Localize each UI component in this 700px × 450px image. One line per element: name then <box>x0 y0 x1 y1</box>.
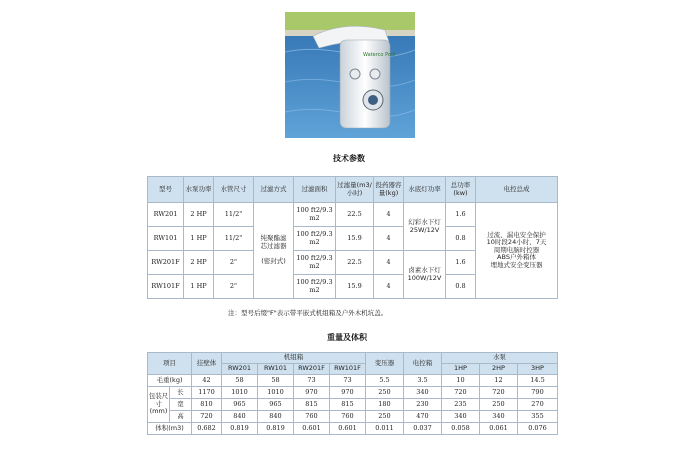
header-filter-flow: 过滤量(m3/小时) <box>336 177 374 203</box>
cell-value: 180 <box>366 399 404 411</box>
product-photo <box>285 12 415 138</box>
light-b-line: 100W/12V <box>407 273 442 282</box>
cell-value: 1010 <box>222 387 258 399</box>
cell-value: 0.058 <box>442 423 480 435</box>
cell-value: 250 <box>366 387 404 399</box>
header-pump-power: 水泵功率 <box>184 177 214 203</box>
cell-flow: 22.5 <box>336 251 374 275</box>
cell-value: 0.819 <box>258 423 294 435</box>
row-label-length: 长 <box>170 387 192 399</box>
cell-model: RW101F <box>148 275 184 299</box>
cell-value: 965 <box>222 399 258 411</box>
cell-value: 3.5 <box>404 375 442 387</box>
header-pump-model: 3HP <box>518 364 558 375</box>
cell-value: 0.819 <box>222 423 258 435</box>
cell-value: 1010 <box>258 387 294 399</box>
cell-value: 250 <box>480 399 518 411</box>
cell-value: 10 <box>442 375 480 387</box>
cell-doser: 4 <box>374 227 404 251</box>
cell-value: 470 <box>404 411 442 423</box>
cell-model: RW201F <box>148 251 184 275</box>
cell-value: 720 <box>192 411 222 423</box>
cell-doser: 4 <box>374 251 404 275</box>
header-pump-model: 2HP <box>480 364 518 375</box>
cell-pipe: 2" <box>214 251 254 275</box>
row-label-package-size: 包装尺寸(mm) <box>148 387 170 423</box>
cell-pump: 2 HP <box>184 203 214 227</box>
cell-value: 760 <box>330 411 366 423</box>
header-doser-capacity: 投药器容量(kg) <box>374 177 404 203</box>
cell-total-power: 0.8 <box>446 275 476 299</box>
cell-value: 790 <box>518 387 558 399</box>
cell-value: 250 <box>366 411 404 423</box>
cell-total-power: 1.6 <box>446 251 476 275</box>
row-label-gross-weight: 毛重(kg) <box>148 375 192 387</box>
control-line: 过流、漏电安全保护 <box>487 230 546 239</box>
header-wall-unit: 挂壁体 <box>192 353 222 375</box>
header-light-power: 水底灯功率 <box>404 177 446 203</box>
cell-value: 1170 <box>192 387 222 399</box>
header-model: 型号 <box>148 177 184 203</box>
header-filter-method: 过滤方式 <box>254 177 294 203</box>
cell-value: 73 <box>330 375 366 387</box>
cell-value: 0.037 <box>404 423 442 435</box>
header-control: 电控总成 <box>476 177 558 203</box>
pool-skimmer-image <box>285 12 415 138</box>
cell-value: 270 <box>518 399 558 411</box>
filter-method-line: 芯过滤器 <box>260 241 287 250</box>
table-row <box>148 411 558 423</box>
cell-value: 815 <box>294 399 330 411</box>
cell-value: 840 <box>258 411 294 423</box>
cell-value: 970 <box>330 387 366 399</box>
row-label-volume: 体积(m3) <box>148 423 192 435</box>
cell-value: 720 <box>442 387 480 399</box>
cell-value: 720 <box>480 387 518 399</box>
cell-model: RW101 <box>148 227 184 251</box>
spec-title: 技术参数 <box>333 154 365 163</box>
cell-value: 965 <box>258 399 294 411</box>
header-total-power: 总功率(kw) <box>446 177 476 203</box>
cell-value: 58 <box>258 375 294 387</box>
light-a-line: 幻彩水下灯 <box>408 218 441 226</box>
cell-area: 100 ft2/9.3 m2 <box>294 251 336 275</box>
weight-title: 重量及体积 <box>327 333 367 342</box>
header-pipe-size: 水管尺寸 <box>214 177 254 203</box>
cell-value: 0.011 <box>366 423 404 435</box>
cell-pump: 1 HP <box>184 275 214 299</box>
table-row <box>148 203 558 227</box>
filter-method-line: (密封式) <box>261 257 286 266</box>
cell-pipe: 2" <box>214 275 254 299</box>
table-row <box>148 387 558 399</box>
cell-pipe: 11/2" <box>214 203 254 227</box>
filter-method-line: 纯聚酯滤 <box>260 234 287 243</box>
cell-doser: 4 <box>374 203 404 227</box>
control-line: 10时段24小时、7天 <box>486 238 547 247</box>
weight-table <box>147 352 558 435</box>
control-line: 周期电脑时控器 <box>493 245 540 254</box>
cell-flow: 22.5 <box>336 203 374 227</box>
cell-light-a <box>404 203 446 251</box>
header-pump-model: 1HP <box>442 364 480 375</box>
cell-flow: 15.9 <box>336 275 374 299</box>
row-label-width: 宽 <box>170 399 192 411</box>
header-unit-box: 机组箱 <box>222 353 366 364</box>
model-note: 注：型号后缀"F"表示带平嵌式机组箱及户外木机坑盖。 <box>228 309 388 317</box>
control-line: 埋地式安全变压器 <box>490 260 543 269</box>
spec-table <box>147 176 558 299</box>
cell-value: 42 <box>192 375 222 387</box>
table-row <box>148 423 558 435</box>
cell-total-power: 0.8 <box>446 227 476 251</box>
cell-value: 355 <box>518 411 558 423</box>
cell-value: 58 <box>222 375 258 387</box>
header-control-box: 电控箱 <box>404 353 442 375</box>
cell-value: 340 <box>404 387 442 399</box>
cell-total-power: 1.6 <box>446 203 476 227</box>
cell-model: RW201 <box>148 203 184 227</box>
cell-control <box>476 203 558 299</box>
header-transformer: 变压器 <box>366 353 404 375</box>
cell-value: 230 <box>404 399 442 411</box>
cell-flow: 15.9 <box>336 227 374 251</box>
header-pump: 水泵 <box>442 353 558 364</box>
cell-value: 340 <box>480 411 518 423</box>
cell-pump: 2 HP <box>184 251 214 275</box>
cell-value: 235 <box>442 399 480 411</box>
table-row <box>148 375 558 387</box>
cell-value: 0.601 <box>330 423 366 435</box>
header-item: 项目 <box>148 353 192 375</box>
cell-value: 0.682 <box>192 423 222 435</box>
cell-value: 810 <box>192 399 222 411</box>
cell-value: 970 <box>294 387 330 399</box>
cell-area: 100 ft2/9.3 m2 <box>294 227 336 251</box>
cell-value: 5.5 <box>366 375 404 387</box>
header-box-model: RW101F <box>330 364 366 375</box>
cell-value: 840 <box>222 411 258 423</box>
cell-light-b <box>404 251 446 299</box>
cell-area: 100 ft2/9.3 m2 <box>294 203 336 227</box>
cell-pipe: 11/2" <box>214 227 254 251</box>
header-box-model: RW201 <box>222 364 258 375</box>
cell-value: 0.601 <box>294 423 330 435</box>
cell-value: 0.061 <box>480 423 518 435</box>
light-a-line: 25W/12V <box>409 225 440 234</box>
cell-filter-method <box>254 203 294 299</box>
light-b-line: 卤素水下灯 <box>408 266 441 274</box>
cell-value: 0.076 <box>518 423 558 435</box>
cell-area: 100 ft2/9.3 m2 <box>294 275 336 299</box>
brand-logo: Waterco Pool <box>363 52 396 58</box>
header-box-model: RW101 <box>258 364 294 375</box>
control-line: ABS户外箱体 <box>497 253 536 262</box>
header-box-model: RW201F <box>294 364 330 375</box>
table-row <box>148 399 558 411</box>
cell-pump: 1 HP <box>184 227 214 251</box>
header-filter-area: 过滤面积 <box>294 177 336 203</box>
row-label-height: 高 <box>170 411 192 423</box>
cell-doser: 4 <box>374 275 404 299</box>
cell-value: 340 <box>442 411 480 423</box>
cell-value: 14.5 <box>518 375 558 387</box>
cell-value: 760 <box>294 411 330 423</box>
cell-value: 815 <box>330 399 366 411</box>
cell-value: 73 <box>294 375 330 387</box>
cell-value: 12 <box>480 375 518 387</box>
